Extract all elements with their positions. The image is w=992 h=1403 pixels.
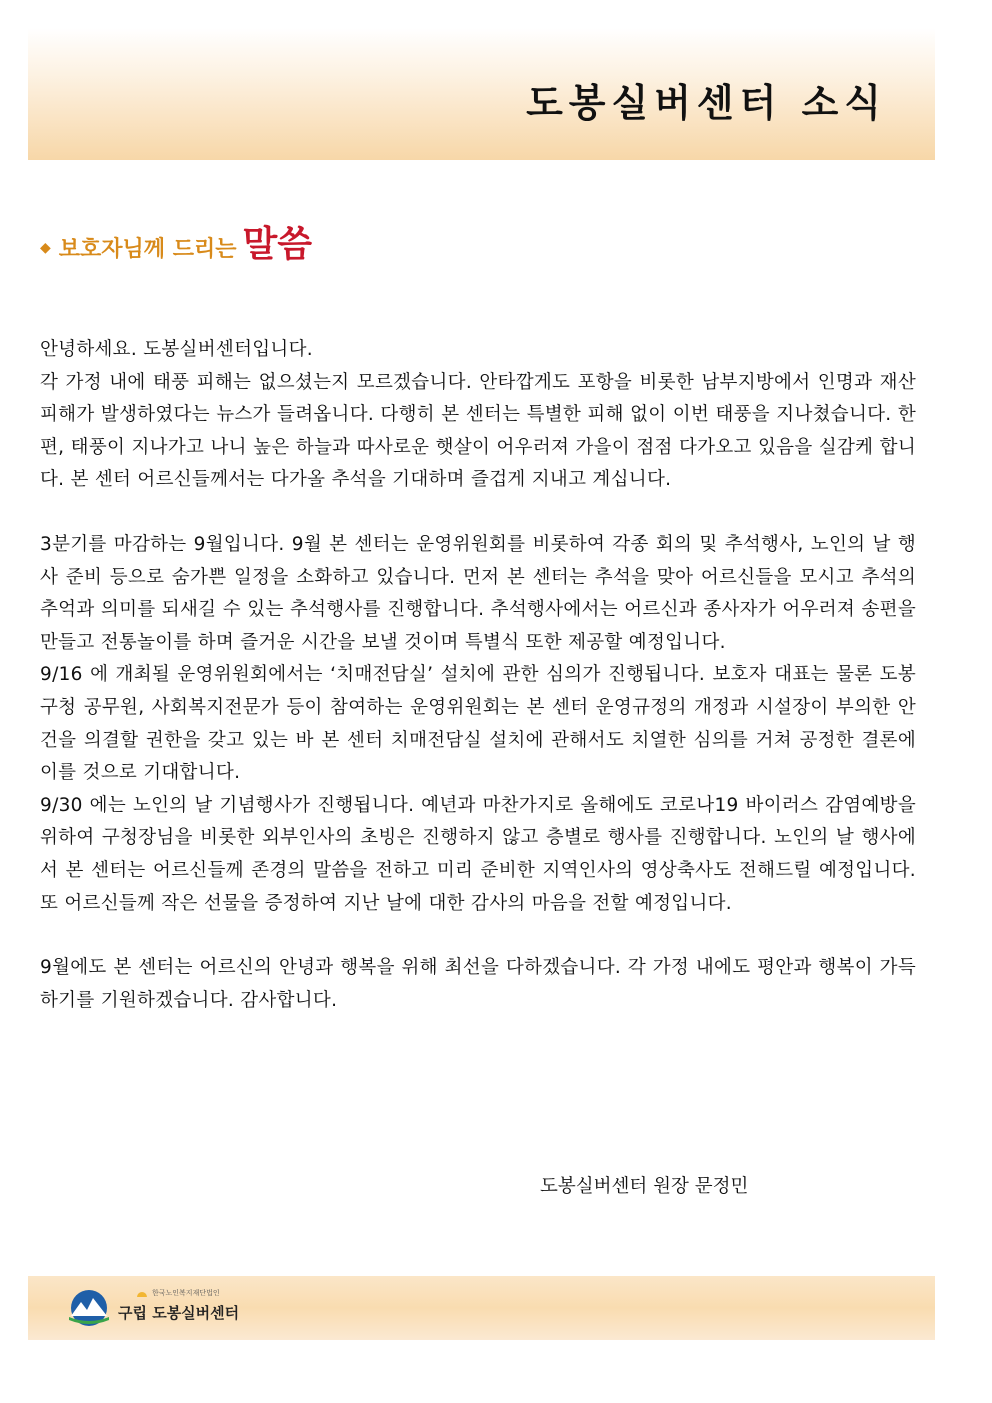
diamond-bullet-icon: ◆ <box>40 240 51 256</box>
mountain-sun-logo-icon <box>66 1286 112 1326</box>
letter-body <box>40 334 916 1017</box>
letter-paragraph-typhoon: 각 가정 내에 태풍 피해는 없으셨는지 모르겠습니다. 안타깝게도 포항을 비롯한 남부지방에서 인명과 재산피해가 발생하였다는 뉴스가 들려옵니다. 다행히 본 센터는 특별한 피해 없이 이번 태풍을 지나쳤습니다. 한편, 태풍이 지나가고 나니 높은 하늘과 따사로운 햇살이 어우러져 가을이 점점 다가오고 있음을 실감케 합니다. 본 센터 어르신들께서는 다가올 추석을 기대하며 즐겁게 지내고 계십니다. <box>40 371 916 491</box>
paragraph-gap <box>40 920 916 952</box>
paragraph-gap <box>40 497 916 529</box>
footer-org-group <box>118 1288 239 1323</box>
newsletter-title: 도봉실버센터 소식 <box>526 81 887 125</box>
letter-signature: 도봉실버센터 원장 문정민 <box>540 1176 749 1197</box>
letter-greeting: 안녕하세요. 도봉실버센터입니다. <box>40 339 313 360</box>
section-heading-prefix: 보호자님께 드리는 <box>58 237 237 262</box>
letter-paragraph-chuseok: 3분기를 마감하는 9월입니다. 9월 본 센터는 운영위원회를 비롯하여 각종 회의 및 추석행사, 노인의 날 행사 준비 등으로 숨가쁜 일정을 소화하고 있습니다. 먼저 본 센터는 추석을 맞아 어르신들을 모시고 추석의 추억과 의미를 되새길 수 있는 추석행사를 진행합니다. 추석행사에서는 어르신과 종사자가 어우러져 송편을 만들고 전통놀이를 하며 즐거운 시간을 보낼 것이며 특별식 또한 제공할 예정입니다. <box>40 533 916 653</box>
letter-closing: 9월에도 본 센터는 어르신의 안녕과 행복을 위해 최선을 다하겠습니다. 각 가정 내에도 평안과 행복이 가득하기를 기원하겠습니다. 감사합니다. <box>40 957 916 1011</box>
section-heading <box>40 216 312 267</box>
letter-paragraph-elders-day: 9/30 에는 노인의 날 기념행사가 진행됩니다. 예년과 마찬가지로 올해에도 코로나19 바이러스 감염예방을 위하여 구청장님을 비롯한 외부인사의 초빙은 진행하지 않고 층별로 행사를 진행합니다. 노인의 날 행사에서 본 센터는 어르신들께 존경의 말씀을 전하고 미리 준비한 지역인사의 영상축사도 전해드릴 예정입니다. 또 어르신들께 작은 선물을 증정하여 지난 날에 대한 감사의 마음을 전할 예정입니다. <box>40 794 916 914</box>
footer-parent-org <box>136 1288 239 1298</box>
letter-paragraph-committee: 9/16 에 개최될 운영위원회에서는 ‘치매전담실’ 설치에 관한 심의가 진행됩니다. 보호자 대표는 물론 도봉구청 공무원, 사회복지전문가 등이 참여하는 운영위원회는 본 센터 운영규정의 개정과 시설장이 부의한 안건을 의결할 권한을 갖고 있는 바 본 센터 치매전담실 설치에 관해서도 치열한 심의를 거쳐 공정한 결론에 이를 것으로 기대합니다. <box>40 664 916 784</box>
footer-parent-org-text: 한국노인복지재단법인 <box>152 1289 220 1297</box>
footer-band <box>28 1276 935 1340</box>
header-band <box>28 28 935 160</box>
sun-emblem-icon <box>136 1290 148 1297</box>
section-heading-emphasis: 말씀 <box>242 224 313 265</box>
footer-org-name: 구립 도봉실버센터 <box>118 1304 240 1322</box>
